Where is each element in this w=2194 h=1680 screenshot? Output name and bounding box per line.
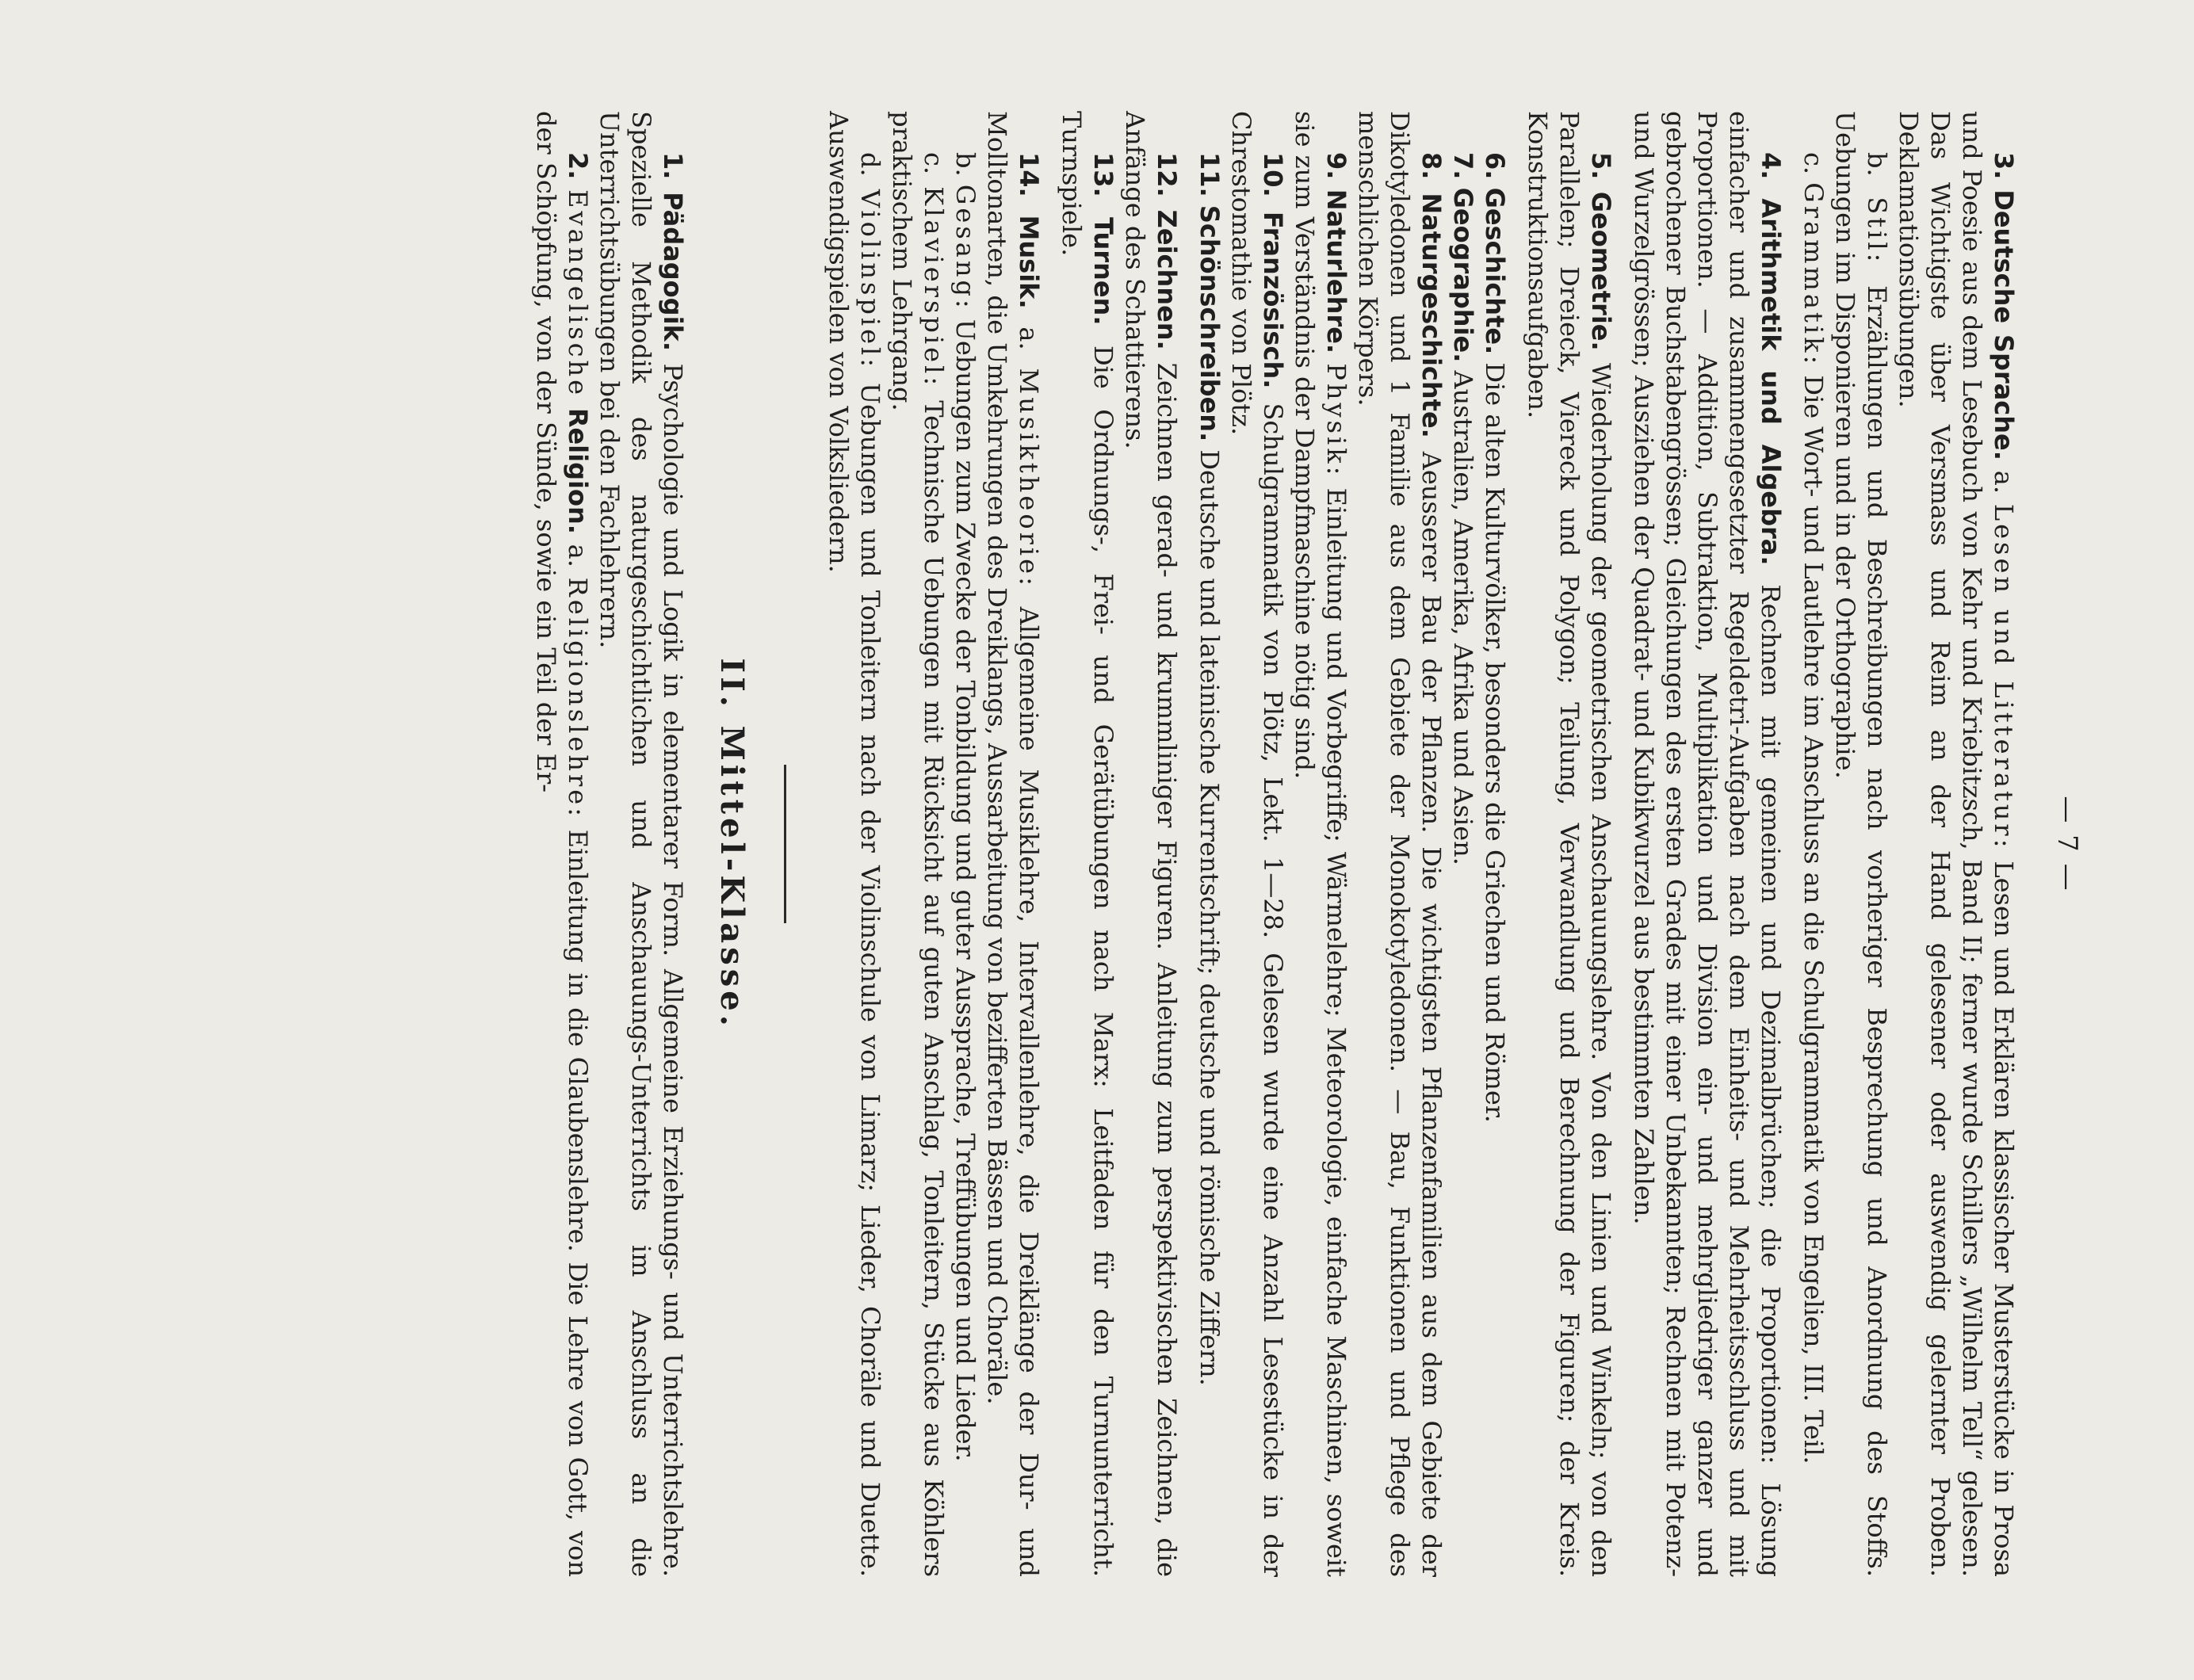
item-prefix: Evangelische xyxy=(563,189,593,399)
item-text: Erzählungen und Beschreibungen nach vorheriger Besprechung und Anordnung des Stoffs. Uebungen im Disponieren und in der Orthographie. xyxy=(1830,111,1892,1578)
item-title: Deutsche Sprache. xyxy=(1989,189,2019,460)
item-text: Deutsche und lateinische Kurrentschrift; deutsche und römische Ziffern. xyxy=(1194,441,1225,1386)
item-text: Einleitung in die Glaubenslehre. Die Lehre von Gott, von der Schöpfung, von der Sünde, sowie ein Teil der Er- xyxy=(531,111,593,1577)
item-number: 4. xyxy=(1756,152,1786,180)
item-title: Arithmetik und Algebra. xyxy=(1756,198,1786,566)
item-number: 1. xyxy=(658,152,688,180)
sub-label: d. xyxy=(855,152,885,177)
sub-heading: Gesang: xyxy=(950,184,980,311)
item-text: Die alten Kulturvölker, besonders die Griechen und Römer. xyxy=(1480,354,1510,1123)
sub-label: a. xyxy=(1014,326,1044,350)
sub-heading: Stil: xyxy=(1862,197,1892,265)
item-number: 8. xyxy=(1416,152,1447,180)
sub-label: b. xyxy=(1862,152,1892,177)
item-title: Pädagogik. xyxy=(658,192,688,351)
sub-label: a. xyxy=(1989,470,2019,494)
item-text: Technische Uebungen mit Rücksicht auf guten Anschlag, Tonleitern, Stücke aus Köhlers praktischem Lehrgang. xyxy=(887,111,949,1578)
sub-heading: Musiktheorie: xyxy=(1014,368,1044,589)
item-title: Naturgeschichte. xyxy=(1416,193,1447,438)
item-number: 7. xyxy=(1448,152,1478,180)
item-title: Französisch. xyxy=(1258,211,1288,389)
section-naturgeschichte xyxy=(1352,111,1447,1577)
section-geschichte xyxy=(1479,111,1511,1577)
item-number: 13. xyxy=(1088,152,1118,197)
page-content xyxy=(530,111,2083,1577)
item-number: 5. xyxy=(1586,152,1616,180)
item-title: Naturlehre. xyxy=(1321,189,1351,354)
item-number: 2. xyxy=(563,152,593,180)
item-text: Die Ordnungs-, Frei- und Gerätübungen nach Marx: Leitfaden für den Turnunterricht. Turnspiele. xyxy=(1057,111,1118,1578)
item-title: Musik. xyxy=(1014,215,1044,309)
item-text: Lesen und Erklären klassischer Musterstücke in Prosa und Poesie aus dem Lesebuch von Kehr und Kriebitzsch, Band II; ferner wurde Schillers „Wilhelm Tell“ gelesen. Das Wichtigste über Versmass und Reim an der Hand gelesener oder auswendig gelernter Proben. Deklamationsübungen. xyxy=(1894,111,2019,1578)
item-number: 11. xyxy=(1194,152,1225,197)
item-title: Geschichte. xyxy=(1480,187,1510,355)
item-title: Turnen. xyxy=(1088,217,1118,326)
sub-label: a. xyxy=(563,544,593,567)
item-number: 6. xyxy=(1480,152,1510,180)
section-turnen xyxy=(1056,111,1119,1577)
item-text: Zeichnen gerad- und krummliniger Figuren. Anleitung zum perspektivischen Zeichnen, die Anfänge des Schattierens. xyxy=(1120,111,1182,1578)
item-text: Uebungen und Tonleitern nach der Violinschule von Limarz; Lieder, Choräle und Duette. Auswendigspielen von Volksliedern. xyxy=(824,111,885,1578)
sub-heading: Lesen und Litteratur: xyxy=(1989,503,2019,851)
sub-heading: Grammatik: xyxy=(1798,182,1829,368)
item-number: 10. xyxy=(1258,152,1288,197)
section-musik-b xyxy=(950,111,981,1577)
sub-label: c. xyxy=(1798,152,1829,175)
item-text: Schulgrammatik von Plötz, Lekt. 1—28. Gelesen wurde eine Anzahl Lesestücke in der Chrestomathie von Plötz. xyxy=(1226,111,1288,1578)
item-text: Psychologie und Logik in elementarer Form. Allgemeine Erziehungs- und Unterrichtslehre. Spezielle Methodik des naturgeschichtlichen und Anschauungs-Unterrichts im Anschluss an die Unterrichtsübungen bei den Fachlehrern. xyxy=(594,111,688,1578)
item-text: Einleitung und Vorbegriffe; Wärmelehre; Meteorologie, einfache Maschinen, soweit sie zum Verständnis der Dampfmaschine nötig sind. xyxy=(1290,111,1351,1578)
item-number: 12. xyxy=(1152,152,1182,197)
item-text: Rechnen mit gemeinen und Dezimalbrüchen; die Proportionen: Lösung einfacher und zusammengesetzter Regeldetri-Aufgaben nach dem Einheits- und Mehrheitsschluss und mit Proportionen. — Addition, Subtraktion, Multiplikation und Division ein- und mehrgliedriger ganzer und gebrochener Buchstabengrössen; Gleichungen des ersten Grades mit einer Unbekannten; Rechnen mit Potenz- und Wurzelgrössen; Ausziehen der Quadrat- und Kubikwurzel aus bestimmten Zahlen. xyxy=(1629,111,1786,1578)
sub-label: b. xyxy=(950,152,980,177)
sub-label: c. xyxy=(919,152,949,175)
section-paedagogik xyxy=(594,111,689,1577)
section-deutsche-sprache-b xyxy=(1829,111,1893,1577)
sub-heading: Religionslehre: xyxy=(563,577,593,819)
sub-heading: Klavierspiel: xyxy=(919,186,949,389)
section-franzoesisch xyxy=(1225,111,1289,1577)
section-musik-d xyxy=(823,111,886,1577)
item-title: Zeichnen. xyxy=(1152,209,1182,350)
sub-heading: Violinspiel: xyxy=(855,189,885,371)
section-religion xyxy=(530,111,594,1577)
section-zeichnen xyxy=(1119,111,1183,1577)
section-naturlehre xyxy=(1289,111,1352,1577)
section-musik-c xyxy=(886,111,950,1577)
section-deutsche-sprache-c xyxy=(1798,111,1829,1577)
section-geographie xyxy=(1447,111,1479,1577)
class-heading: II. Mittel-Klasse. xyxy=(713,658,751,1030)
section-geometrie xyxy=(1522,111,1617,1577)
item-text: Wiederholung der geometrischen Anschauungslehre. Von den Linien und Winkeln; von den Parallelen; Dreieck, Viereck und Polygon; Teilung, Verwandlung und Berechnung der Figuren; der Kreis. Konstruktionsaufgaben. xyxy=(1523,111,1616,1578)
section-schoenschreiben xyxy=(1194,111,1225,1577)
item-number: 9. xyxy=(1321,152,1351,180)
item-text: Allgemeine Musiklehre, Intervallenlehre, die Dreiklänge der Dur- und Molltonarten, die Umkehrungen des Dreiklangs, Aussarbeitung von bezifferten Bässen und Choräle. xyxy=(982,111,1044,1578)
item-title: Geometrie. xyxy=(1586,191,1616,351)
item-title: Religion. xyxy=(563,407,593,534)
item-number: 3. xyxy=(1989,152,2019,180)
item-text: Die Wort- und Lautlehre im Anschluss an die Schulgrammatik von Engelien, III. Teil. xyxy=(1798,367,1829,1464)
page-number: — 7 — xyxy=(2051,796,2083,892)
item-title: Schönschreiben. xyxy=(1194,204,1225,442)
item-text: Uebungen zum Zwecke der Tonbildung und guter Aussprache, Treffübungen und Lieder. xyxy=(950,311,980,1462)
sub-heading: Physik: xyxy=(1321,363,1351,479)
item-text: Australien, Amerika, Afrika und Asien. xyxy=(1448,362,1478,865)
item-number: 14. xyxy=(1014,152,1044,197)
item-text: Aeusserer Bau der Pflanzen. Die wichtigsten Pflanzenfamilien aus dem Gebiete der Dikotyledonen und 1 Familie aus dem Gebiete der Monokotyledonen. — Bau, Funktionen und Pflege des menschlichen Körpers. xyxy=(1353,111,1447,1578)
item-title: Geographie. xyxy=(1448,187,1478,363)
section-arithmetik xyxy=(1628,111,1787,1577)
section-musik xyxy=(981,111,1045,1577)
section-deutsche-sprache xyxy=(1893,111,2020,1577)
section-divider xyxy=(784,765,786,923)
